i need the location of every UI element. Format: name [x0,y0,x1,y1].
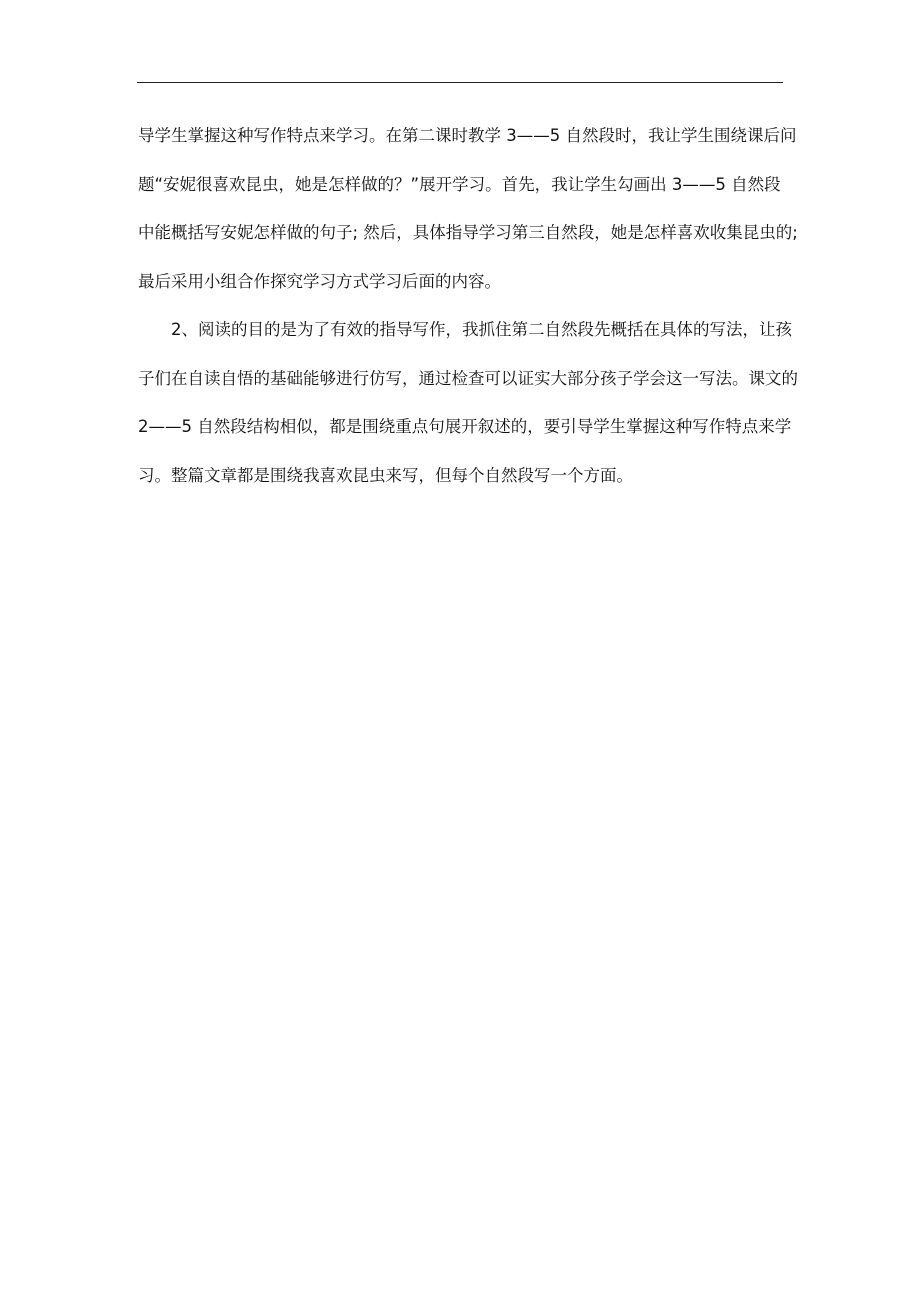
text-line: 导学生掌握这种写作特点来学习。在第二课时教学 3——5 自然段时，我让学生围绕课后问 [138,126,797,145]
text-line: 题“安妮很喜欢昆虫，她是怎样做的？”展开学习。首先，我让学生勾画出 3——5 自然段 [138,174,781,194]
document-body [138,112,796,500]
paragraph-2 [138,306,796,500]
text-line: 中能概括写安妮怎样做的句子; 然后，具体指导学习第三自然段，她是怎样喜欢收集昆虫的; [138,223,798,242]
text-line: 习。整篇文章都是围绕我喜欢昆虫来写，但每个自然段写一个方面。 [138,465,633,485]
text-line: 子们在自读自悟的基础能够进行仿写，通过检查可以证实大部分孩子学会这一写法。课文的 [138,368,798,388]
text-line: 2——5 自然段结构相似，都是围绕重点句展开叙述的，要引导学生掌握这种写作特点来学 [138,417,792,436]
header-rule [137,82,783,83]
text-line: 2、阅读的目的是为了有效的指导写作，我抓住第二自然段先概括在具体的写法，让孩 [171,320,792,339]
paragraph-1 [138,112,796,306]
text-line: 最后采用小组合作探究学习方式学习后面的内容。 [138,271,501,291]
